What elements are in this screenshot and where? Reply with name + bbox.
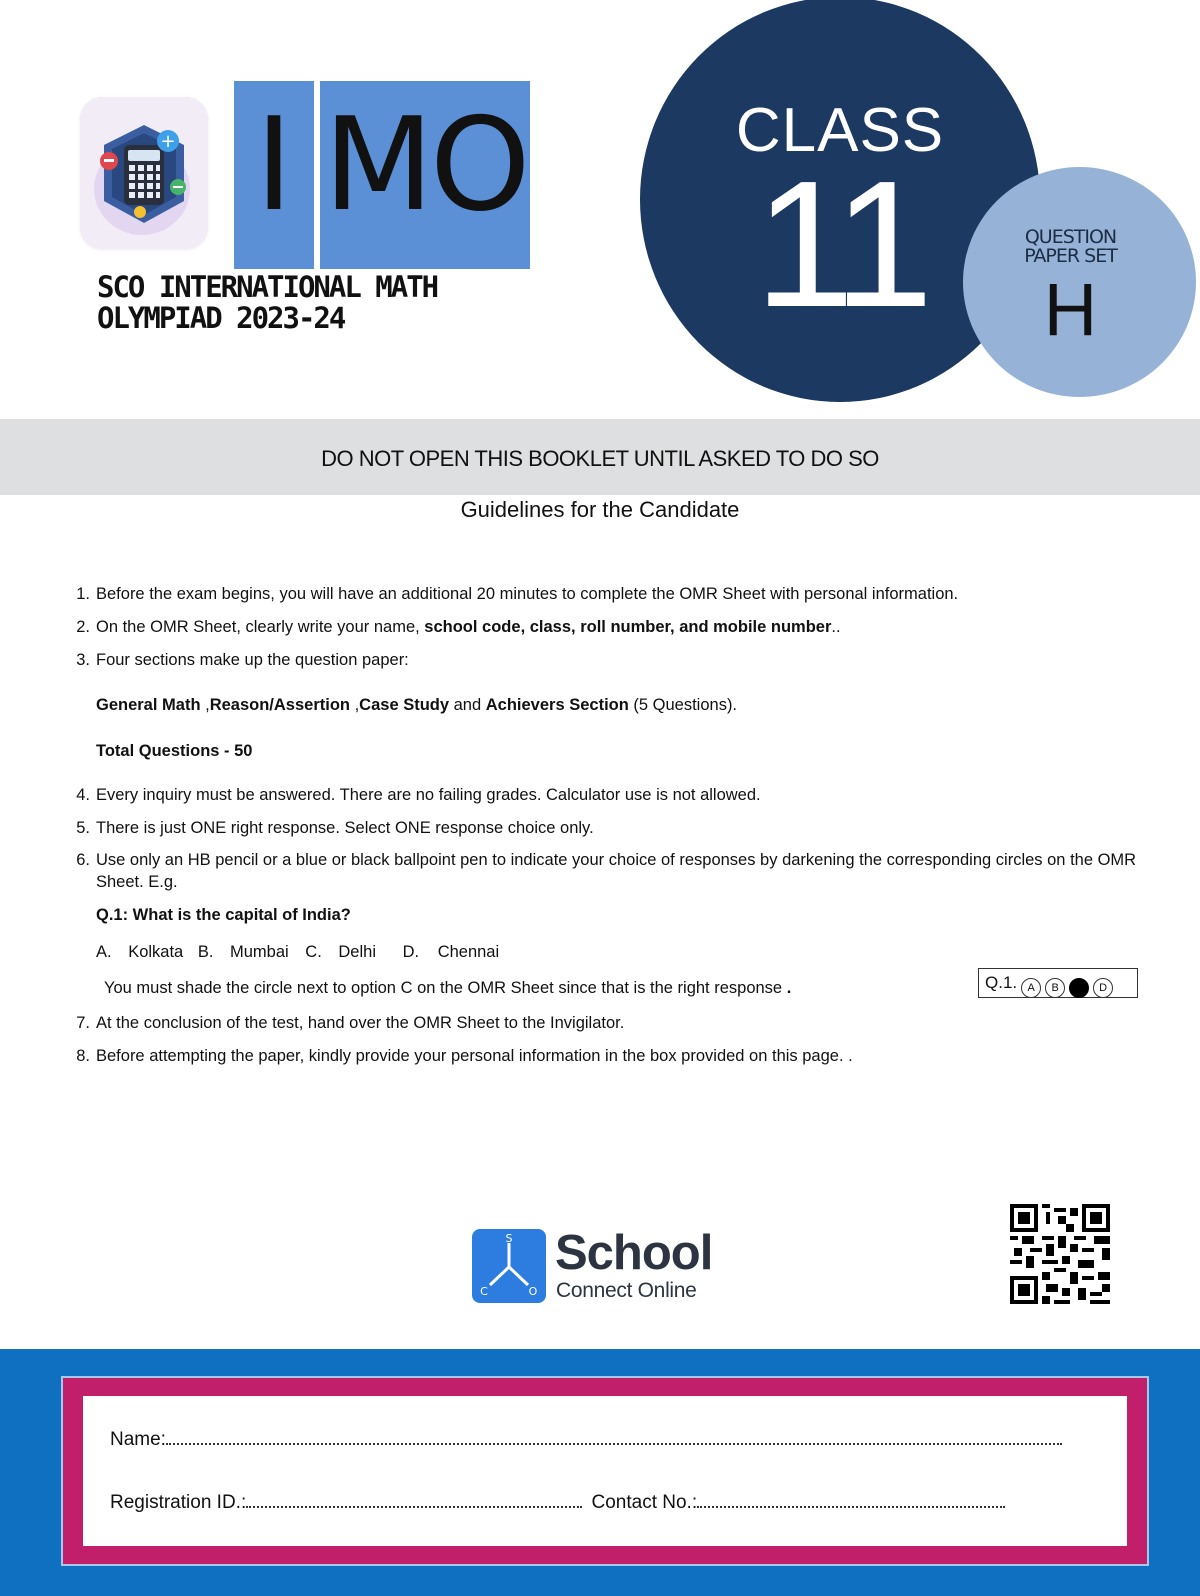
omr-option-b: B [1045,978,1065,998]
section-reason-assertion: Reason/Assertion [209,696,350,714]
guideline-number: 6. [76,851,90,869]
calculator-icon [80,97,208,249]
name-field-label: Name: [110,1429,166,1450]
guideline-number: 1. [76,585,90,603]
registration-id-line[interactable] [246,1492,582,1508]
option-c-text: Delhi [338,943,376,961]
omr-option-a: A [1021,978,1041,998]
logo-letter-c: C [480,1285,488,1298]
section-achievers: Achievers Section [485,696,629,714]
example-options [96,941,1176,963]
guideline-number: 2. [76,618,90,636]
option-b-label: B. [197,943,214,961]
separator: , [350,696,360,714]
option-a-label: A. [96,943,112,961]
separator: and [449,696,486,714]
guideline-text: Every inquiry must be answered. There are no failing grades. Calculator use is not allowed. [96,786,761,804]
logo-letter-s: S [505,1232,513,1245]
question-set-label [963,228,1178,266]
name-field-line[interactable] [166,1429,1062,1445]
imo-logo-letters-mo: MO [323,91,527,240]
example-note-end: . [786,979,792,997]
question-set-label-line1: QUESTION [1024,226,1117,248]
option-c-label: C. [305,943,322,961]
notice-text: DO NOT OPEN THIS BOOKLET UNTIL ASKED TO DO SO [321,446,879,471]
option-a-text: Kolkata [128,943,184,961]
guideline-bold-text: school code, class, roll number, and mobile number [424,618,832,636]
brand-name-school: School [555,1226,713,1280]
omr-sample-box [978,968,1138,998]
logo-letter-o: O [528,1285,538,1298]
olympiad-title-line1: SCO INTERNATIONAL MATH [97,270,438,304]
question-set-label-line2: PAPER SET [1024,245,1117,267]
sections-list [96,694,1176,716]
example-question-text: Q.1: What is the capital of India? [96,906,351,924]
contact-no-label: Contact No.: [591,1492,698,1513]
guideline-number: 4. [76,786,90,804]
guideline-text-part: .. [831,618,841,636]
option-b-text: Mumbai [230,943,289,961]
guideline-text-part: On the OMR Sheet, clearly write your name, [96,618,425,636]
name-field-row [110,1428,1062,1452]
class-number: 11 [754,144,926,345]
separator: (5 Questions). [628,696,738,714]
omr-option-d: D [1093,978,1113,998]
registration-id-label: Registration ID.: [110,1492,247,1513]
guidelines-title: Guidelines for the Candidate [460,497,740,522]
olympiad-title [97,272,497,334]
olympiad-title-line2: OLYMPIAD 2023-24 [97,301,345,335]
school-connect-network-icon [472,1229,546,1303]
registration-contact-row [110,1491,1005,1515]
contact-no-line[interactable] [697,1492,1005,1508]
omr-option-c-filled: C [1069,978,1089,998]
calculator-app-icon [80,97,208,249]
option-d-label: D. [402,943,420,961]
guideline-text: Four sections make up the question paper: [96,651,409,669]
guideline-number: 7. [76,1014,90,1032]
total-questions [96,740,1176,762]
total-questions-text: Total Questions - 50 [96,742,253,760]
guideline-text: There is just ONE right response. Select ONE response choice only. [96,819,594,837]
guideline-text: At the conclusion of the test, hand over the OMR Sheet to the Invigilator. [96,1014,625,1032]
class-label: CLASS [735,96,945,165]
imo-logo-letter-i: I [255,91,293,240]
guideline-text: Before attempting the paper, kindly provide your personal information in the box provided on this page. . [96,1047,853,1065]
separator: , [200,696,210,714]
option-d-text: Chennai [437,943,500,961]
guideline-number: 3. [76,651,90,669]
example-note-text: You must shade the circle next to option C on the OMR Sheet since that is the right response [104,979,783,997]
omr-sample-label: Q.1. [985,973,1018,992]
question-set-letter: H [1043,268,1098,351]
brand-name-connect-online: Connect Online [556,1279,697,1302]
guideline-text: Before the exam begins, you will have an additional 20 minutes to complete the OMR Sheet with personal information. [96,585,959,603]
guideline-text [96,616,1180,638]
svg-text:+: + [160,131,176,152]
school-connect-logo-icon [472,1229,546,1303]
example-question [96,904,1176,926]
guideline-number: 5. [76,819,90,837]
personal-info-box [83,1396,1127,1546]
guideline-text: Use only an HB pencil or a blue or black ballpoint pen to indicate your choice of responses by darkening the corresponding circles on the OMR Sheet. E.g. [96,851,1137,891]
guideline-number: 8. [76,1047,90,1065]
section-general-math: General Math [96,696,201,714]
qr-code-icon [1010,1204,1110,1304]
section-case-study: Case Study [359,696,450,714]
